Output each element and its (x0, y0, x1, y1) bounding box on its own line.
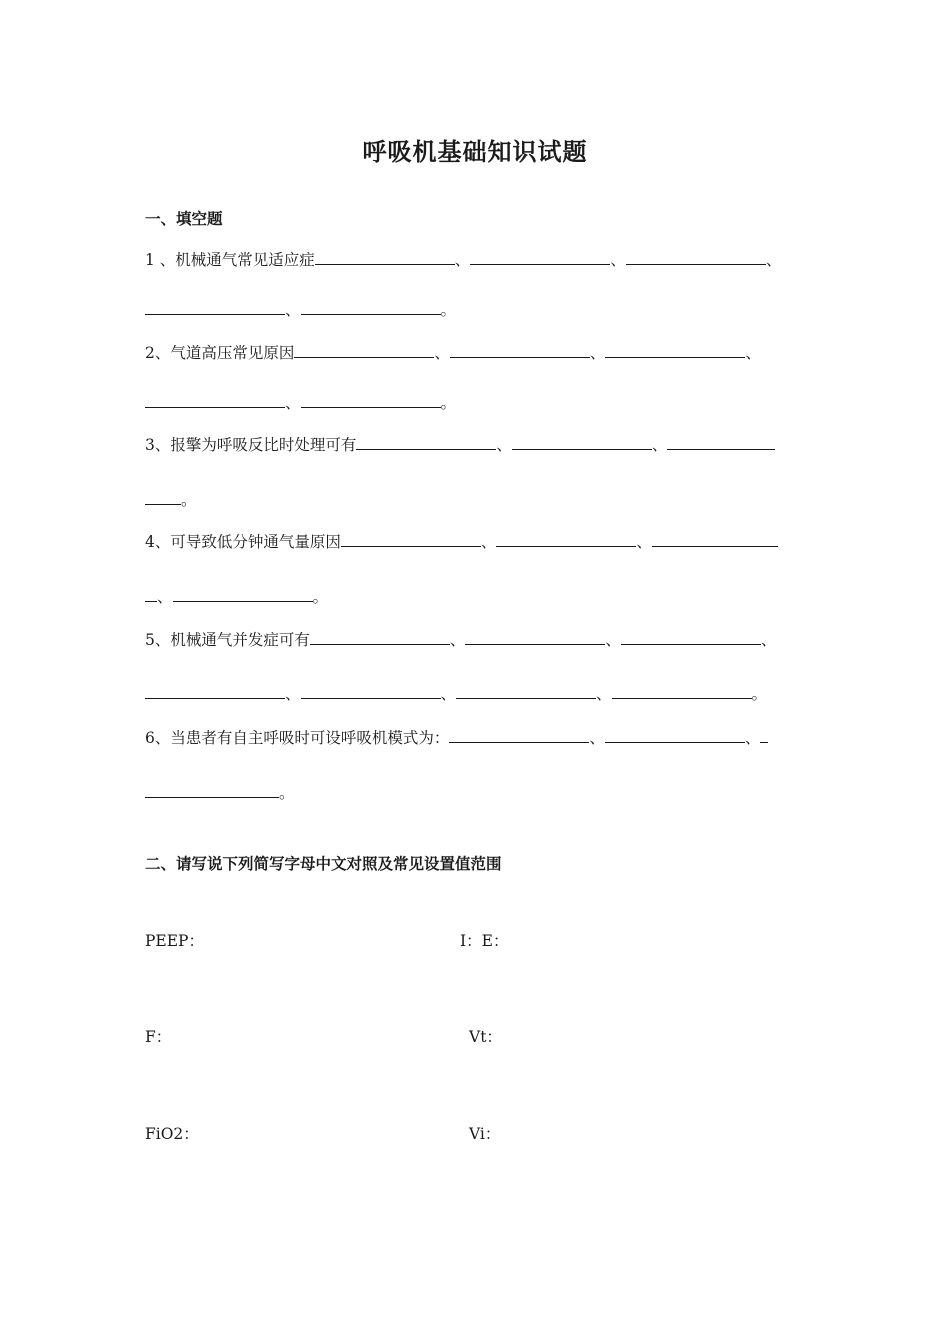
answer-blank[interactable] (512, 435, 652, 450)
answer-blank[interactable] (145, 490, 181, 505)
question-4-line1: 4、可导致低分钟通气量原因 、 、 (145, 532, 778, 552)
answer-blank[interactable] (470, 250, 610, 265)
section1-heading: 一、填空题 (145, 210, 223, 228)
answer-blank[interactable] (145, 684, 285, 699)
answer-blank[interactable] (449, 728, 589, 743)
answer-blank[interactable] (612, 684, 752, 699)
answer-blank[interactable] (145, 783, 279, 798)
abbr-f: F： (145, 1028, 172, 1046)
answer-blank[interactable] (310, 630, 450, 645)
answer-blank[interactable] (301, 393, 441, 408)
question-4-line2: 、 。 (145, 587, 328, 607)
answer-blank[interactable] (356, 435, 496, 450)
answer-blank[interactable] (652, 532, 778, 547)
question-6-line1: 6、当患者有自主呼吸时可设呼吸机模式为： 、 、 (145, 728, 768, 748)
answer-blank[interactable] (173, 587, 313, 602)
answer-blank[interactable] (145, 587, 157, 602)
page-title: 呼吸机基础知识试题 (362, 138, 588, 166)
question-3-text: 3、报擎为呼吸反比时处理可有 (145, 436, 357, 454)
answer-blank[interactable] (465, 630, 605, 645)
question-2-line2: 、 。 (145, 393, 456, 413)
answer-blank[interactable] (626, 250, 766, 265)
question-1-line2: 、 。 (145, 300, 456, 320)
answer-blank[interactable] (667, 435, 775, 450)
answer-blank[interactable] (294, 343, 434, 358)
answer-blank[interactable] (301, 684, 441, 699)
question-2-text: 2、气道高压常见原因 (145, 344, 295, 362)
question-2-line1: 2、气道高压常见原因 、 、 、 (145, 344, 761, 362)
abbr-ie-ratio: I：E： (460, 932, 509, 950)
answer-blank[interactable] (341, 532, 481, 547)
question-5-line2: 、 、 、 。 (145, 684, 767, 704)
answer-blank[interactable] (145, 300, 285, 315)
answer-blank[interactable] (145, 393, 285, 408)
answer-blank[interactable] (760, 728, 768, 743)
question-5-text: 5、机械通气并发症可有 (145, 631, 310, 649)
section2-heading: 二、请写说下列简写字母中文对照及常见设置值范围 (145, 855, 502, 873)
question-4-text: 4、可导致低分钟通气量原因 (145, 533, 341, 551)
abbr-vt: Vt： (469, 1028, 502, 1046)
question-3-line2: 。 (145, 490, 197, 510)
answer-blank[interactable] (621, 630, 761, 645)
answer-blank[interactable] (301, 300, 441, 315)
question-3-line1: 3、报擎为呼吸反比时处理可有 、 、 (145, 435, 775, 455)
question-6-line2: 。 (145, 783, 295, 803)
abbr-vi: Vi： (469, 1125, 501, 1143)
abbr-fio2: FiO2： (145, 1125, 199, 1143)
question-5-line1: 5、机械通气并发症可有 、 、 、 (145, 631, 777, 649)
answer-blank[interactable] (605, 343, 745, 358)
answer-blank[interactable] (315, 250, 455, 265)
abbr-peep: PEEP： (145, 932, 204, 950)
answer-blank[interactable] (456, 684, 596, 699)
answer-blank[interactable] (496, 532, 636, 547)
answer-blank[interactable] (605, 728, 745, 743)
answer-blank[interactable] (450, 343, 590, 358)
question-1-line1: 1 、机械通气常见适应症 、 、 、 (145, 251, 782, 269)
question-1-text: 1 、机械通气常见适应症 (145, 251, 315, 269)
question-6-text: 6、当患者有自主呼吸时可设呼吸机模式为： (145, 729, 450, 747)
